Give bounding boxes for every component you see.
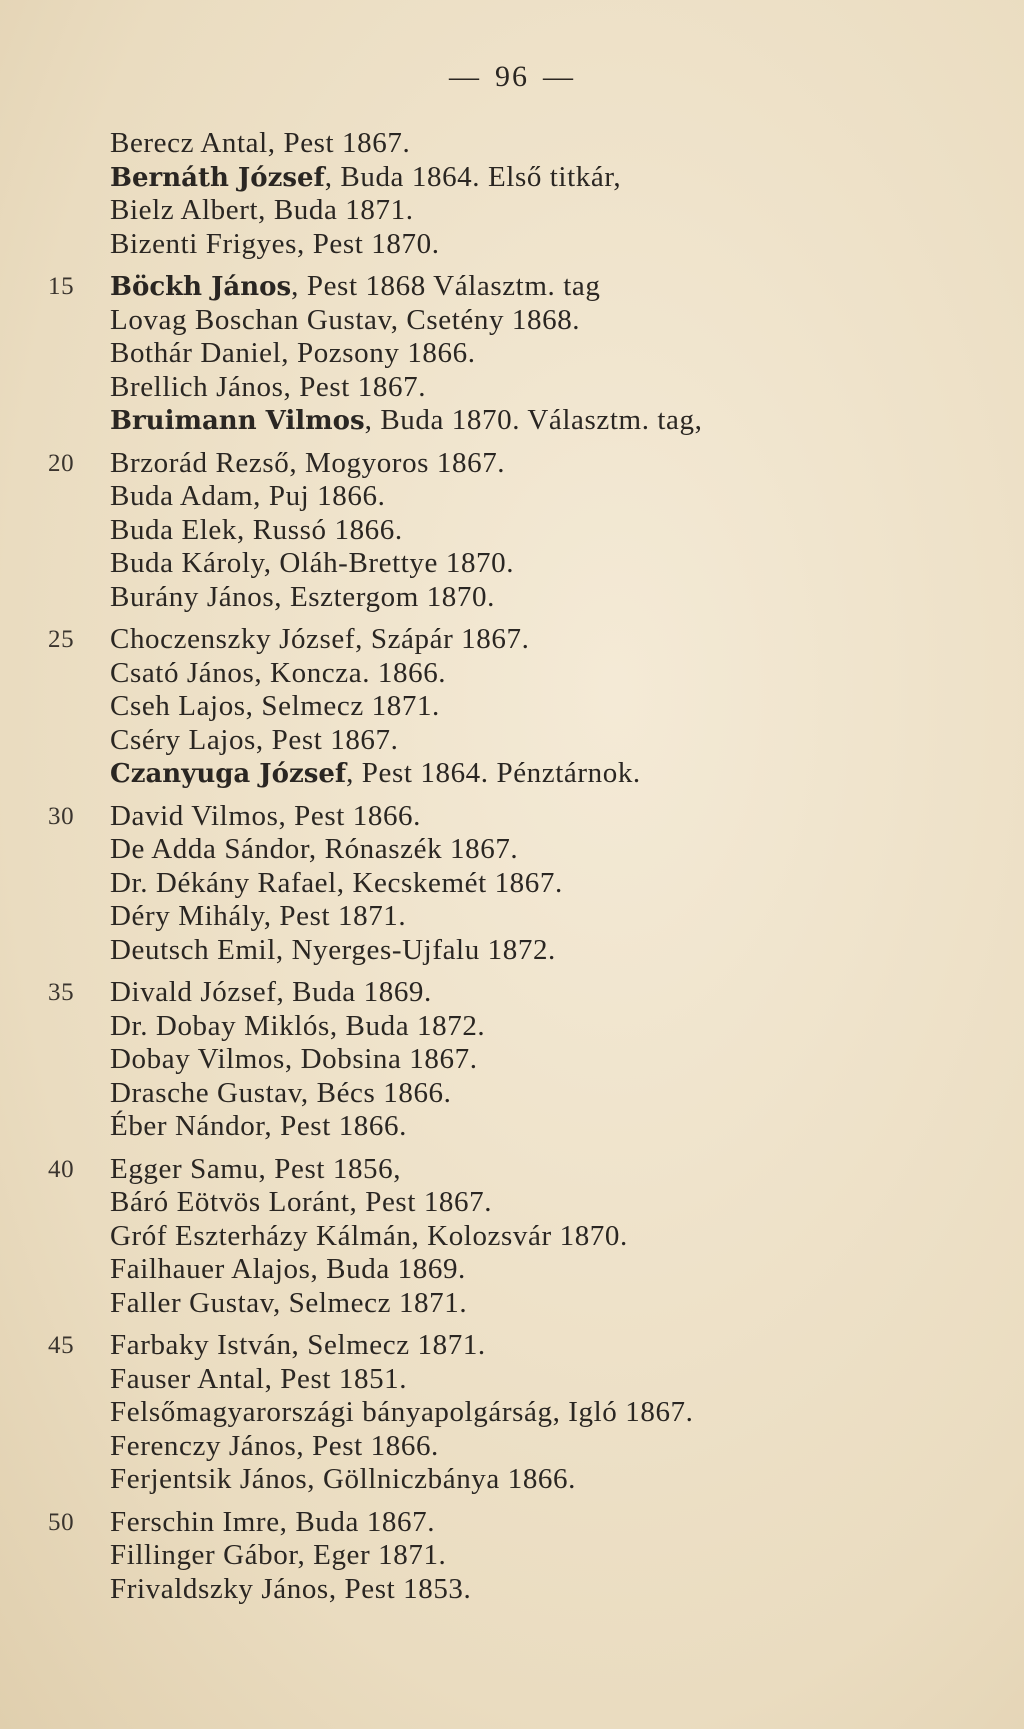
entry-text <box>110 447 505 481</box>
list-item <box>48 337 988 371</box>
entry-name-bold: Bruimann Vilmos <box>110 406 365 436</box>
entry-group <box>48 976 988 1144</box>
entry-text <box>110 800 421 834</box>
list-item <box>48 1539 988 1573</box>
entry-details: Buda Elek, Russó 1866. <box>110 513 403 546</box>
list-item <box>48 1077 988 1111</box>
entry-details: Ferenczy János, Pest 1866. <box>110 1429 439 1462</box>
entry-details: Cséry Lajos, Pest 1867. <box>110 723 399 756</box>
entry-text <box>110 127 410 161</box>
entry-text <box>110 1287 467 1321</box>
entry-details: Choczenszky József, Szápár 1867. <box>110 623 530 655</box>
list-item <box>48 1110 988 1144</box>
entry-details: Felsőmagyarországi bányapolgárság, Igló 1867. <box>110 1396 694 1428</box>
entry-group <box>48 270 988 438</box>
entry-name-bold: Böckh János <box>110 272 292 302</box>
entry-text <box>110 934 556 968</box>
line-number: 20 <box>48 449 75 477</box>
entry-text <box>110 1110 407 1144</box>
entry-details: Buda Adam, Puj 1866. <box>110 480 386 512</box>
list-item <box>48 1287 988 1321</box>
list-item <box>48 1363 988 1397</box>
list-item <box>48 657 988 691</box>
entry-text <box>110 1043 478 1077</box>
entry-text <box>110 1430 439 1464</box>
entry-details: Bizenti Frigyes, Pest 1870. <box>110 227 440 260</box>
entry-details: Déry Mihály, Pest 1871. <box>110 900 407 932</box>
entry-text <box>110 514 403 548</box>
list-item <box>48 514 988 548</box>
entry-text <box>110 194 414 228</box>
entry-text <box>110 161 621 196</box>
entry-text <box>110 581 495 615</box>
member-list <box>48 127 988 1615</box>
list-item <box>48 371 988 405</box>
entry-details: , Pest 1864. Pénztárnok. <box>346 757 641 789</box>
list-item <box>48 976 988 1010</box>
entry-details: Brzorád Rezső, Mogyoros 1867. <box>110 446 506 479</box>
list-item <box>48 194 988 228</box>
list-item <box>48 1396 988 1430</box>
entry-details: Éber Nándor, Pest 1866. <box>110 1110 407 1142</box>
line-number: 30 <box>48 802 75 830</box>
list-item <box>48 547 988 581</box>
list-item <box>48 404 988 438</box>
entry-text <box>110 1010 485 1044</box>
entry-text <box>110 304 580 338</box>
entry-group <box>48 623 988 791</box>
dash-right: — <box>543 60 575 93</box>
list-item <box>48 1220 988 1254</box>
list-item <box>48 480 988 514</box>
entry-details: Egger Samu, Pest 1856, <box>110 1152 402 1185</box>
line-number: 15 <box>48 273 75 300</box>
entry-details: Brellich János, Pest 1867. <box>110 370 427 403</box>
list-item <box>48 724 988 758</box>
entry-text <box>110 1253 466 1287</box>
line-number: 40 <box>48 1155 75 1183</box>
entry-group <box>48 1506 988 1607</box>
list-item <box>48 127 988 161</box>
entry-details: Farbaky István, Selmecz 1871. <box>110 1329 486 1361</box>
entry-text <box>110 1077 452 1111</box>
entry-details: Frivaldszky János, Pest 1853. <box>110 1572 472 1605</box>
entry-details: Lovag Boschan Gustav, Csetény 1868. <box>110 303 581 336</box>
list-item <box>48 690 988 724</box>
list-item <box>48 581 988 615</box>
line-number: 25 <box>48 626 75 653</box>
entry-details: Fauser Antal, Pest 1851. <box>110 1362 408 1395</box>
list-item <box>48 304 988 338</box>
entry-text <box>110 690 440 724</box>
entry-text <box>110 1186 492 1220</box>
entry-group <box>48 1153 988 1321</box>
page-number-value: 96 <box>495 60 529 93</box>
entry-details: Fillinger Gábor, Eger 1871. <box>110 1539 447 1571</box>
entry-details: Gróf Eszterházy Kálmán, Kolozsvár 1870. <box>110 1219 628 1252</box>
list-item <box>48 623 988 657</box>
list-item <box>48 867 988 901</box>
entry-text <box>110 1220 628 1254</box>
entry-text <box>110 1329 486 1363</box>
list-item <box>48 800 988 834</box>
entry-details: De Adda Sándor, Rónaszék 1867. <box>110 833 519 865</box>
line-number: 50 <box>48 1508 75 1536</box>
list-item <box>48 1463 988 1497</box>
entry-text <box>110 547 514 581</box>
entry-details: Dobay Vilmos, Dobsina 1867. <box>110 1043 478 1075</box>
entry-group <box>48 447 988 615</box>
list-item <box>48 1010 988 1044</box>
list-item <box>48 934 988 968</box>
entry-details: David Vilmos, Pest 1866. <box>110 799 421 832</box>
entry-details: Drasche Gustav, Bécs 1866. <box>110 1076 452 1109</box>
list-item <box>48 161 988 195</box>
entry-details: Bielz Albert, Buda 1871. <box>110 194 414 226</box>
entry-details: Buda Károly, Oláh-Brettye 1870. <box>110 547 515 579</box>
line-number: 45 <box>48 1332 75 1359</box>
entry-group <box>48 127 988 261</box>
entry-details: Dr. Dobay Miklós, Buda 1872. <box>110 1009 486 1042</box>
list-item <box>48 1506 988 1540</box>
entry-details: Báró Eötvös Loránt, Pest 1867. <box>110 1186 493 1218</box>
list-item <box>48 1253 988 1287</box>
entry-details: , Pest 1868 Választm. tag <box>291 270 601 302</box>
entry-details: Failhauer Alajos, Buda 1869. <box>110 1253 466 1285</box>
list-item <box>48 270 988 304</box>
entry-text <box>110 1153 401 1187</box>
entry-details: Dr. Dékány Rafael, Kecskemét 1867. <box>110 866 563 899</box>
entry-group <box>48 800 988 968</box>
entry-text <box>110 623 529 657</box>
entry-text <box>110 1539 446 1573</box>
entry-group <box>48 1329 988 1497</box>
entry-text <box>110 724 398 758</box>
entry-text <box>110 657 446 691</box>
list-item <box>48 1573 988 1607</box>
entry-details: , Buda 1864. Első titkár, <box>324 160 622 193</box>
entry-details: Bothár Daniel, Pozsony 1866. <box>110 337 476 369</box>
entry-details: Faller Gustav, Selmecz 1871. <box>110 1286 468 1319</box>
entry-details: Divald József, Buda 1869. <box>110 976 432 1008</box>
page-number <box>0 60 1024 94</box>
entry-text <box>110 1506 435 1540</box>
list-item <box>48 1043 988 1077</box>
entry-text <box>110 1396 694 1430</box>
entry-details: Cseh Lajos, Selmecz 1871. <box>110 690 440 722</box>
entry-details: Deutsch Emil, Nyerges-Ujfalu 1872. <box>110 933 556 966</box>
list-item <box>48 1186 988 1220</box>
list-item <box>48 1329 988 1363</box>
list-item <box>48 447 988 481</box>
entry-text <box>110 867 563 901</box>
list-item <box>48 757 988 791</box>
entry-details: Csató János, Koncza. 1866. <box>110 656 447 689</box>
entry-details: , Buda 1870. Választm. tag, <box>364 404 703 436</box>
entry-text <box>110 337 476 371</box>
entry-details: Ferjentsik János, Göllniczbánya 1866. <box>110 1463 576 1495</box>
entry-text <box>110 1463 576 1497</box>
entry-name-bold: Czanyuga József <box>110 759 347 789</box>
line-number: 35 <box>48 979 75 1006</box>
entry-details: Ferschin Imre, Buda 1867. <box>110 1505 436 1538</box>
list-item <box>48 900 988 934</box>
dash-left: — <box>449 60 481 93</box>
list-item <box>48 228 988 262</box>
entry-text <box>110 371 426 405</box>
entry-text <box>110 1573 471 1607</box>
entry-text <box>110 228 440 262</box>
entry-text <box>110 270 600 305</box>
entry-text <box>110 976 432 1010</box>
list-item <box>48 1430 988 1464</box>
list-item <box>48 833 988 867</box>
entry-text <box>110 900 406 934</box>
entry-text <box>110 404 702 439</box>
list-item <box>48 1153 988 1187</box>
entry-text <box>110 480 385 514</box>
entry-text <box>110 757 641 792</box>
entry-details: Burány János, Esztergom 1870. <box>110 580 495 613</box>
entry-text <box>110 833 518 867</box>
entry-text <box>110 1363 407 1397</box>
entry-name-bold: Bernáth József <box>110 162 325 193</box>
entry-details: Berecz Antal, Pest 1867. <box>110 127 411 159</box>
